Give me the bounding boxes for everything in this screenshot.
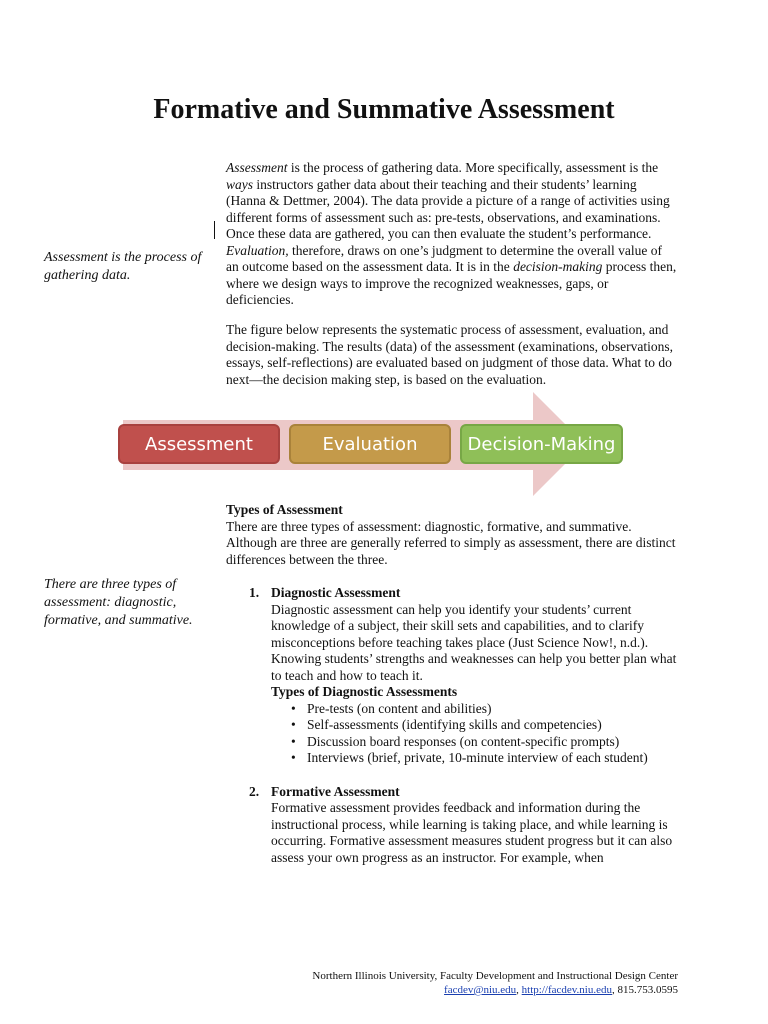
types-list (226, 585, 678, 866)
intro-text-b: instructors gather data about their teaching and their students’ learning (Hanna & Dettmer, 2004). The data provide a picture of a range of activities using different forms of assessment such as: pre-tests, observations, and examinations. Once these data are gathered, you can then evaluate the student’s performance. (226, 176, 670, 241)
types-section (226, 502, 678, 866)
intro-text-d: process then, where we design ways to improve the recognized weaknesses, gaps, or deficiencies. (226, 259, 677, 307)
intro-text-c: therefore, draws on one’s judgment to determine the overall value of an outcome based on the assessment data. It is in the (226, 242, 662, 274)
footer-phone: 815.753.0595 (617, 984, 678, 996)
intro-text-a: is the process of gathering data. More specifically, assessment is the (287, 160, 659, 175)
step-evaluation: Evaluation (289, 424, 451, 464)
footer-url-link[interactable]: http://facdev.niu.edu (521, 984, 612, 996)
term-evaluation: Evaluation, (226, 242, 289, 258)
term-decision-making: decision-making (513, 259, 603, 274)
footer-separator: , (612, 984, 618, 996)
item-number: 1. (249, 585, 260, 600)
step-decision-making: Decision-Making (460, 424, 623, 464)
list-item: • Discussion board responses (on content-specific prompts) (271, 734, 678, 751)
footer-email-link[interactable]: facdev@niu.edu (444, 984, 517, 996)
item-text: Diagnostic assessment can help you identify your students’ current knowledge of a subject, their skill sets and capabilities, and to clarify misconceptions before teaching takes place (Just Science Now!, n.d.). Knowing students’ strengths and weaknesses can help you better plan what to teach and how to teach it. (271, 601, 677, 683)
types-intro: There are three types of assessment: diagnostic, formative, and summative. Although are three are generally referred to simply as assessment, there are distinct differences between the three. (226, 518, 676, 567)
footer-institution: Northern Illinois University, Faculty Development and Instructional Design Center (312, 970, 678, 982)
list-item: • Pre-tests (on content and abilities) (271, 701, 678, 718)
intro-paragraph (226, 160, 678, 309)
step-assessment: Assessment (118, 424, 280, 464)
process-diagram (115, 390, 635, 500)
item-text: Formative assessment provides feedback and information during the instructional process, while learning is taking place, and while learning is occurring. Formative assessment measures student progress but it can also assess your own progress as an instructor. For example, when (271, 800, 673, 865)
term-ways: ways (226, 176, 253, 192)
footer-separator: , (516, 984, 522, 996)
text-cursor (214, 221, 215, 239)
page-footer (312, 969, 678, 997)
list-item-diagnostic (249, 585, 678, 767)
figure-description: The figure below represents the systematic process of assessment, evaluation, and decision-making. The results (data) of the assessment (examinations, observations, essays, self-reflections) are evaluated based on judgment of those data. What to do next—the decision making step, is based on the evaluation. (226, 322, 674, 387)
term-assessment: Assessment (226, 160, 288, 175)
page-title: Formative and Summative Assessment (153, 94, 615, 125)
types-heading: Types of Assessment (226, 502, 343, 517)
footer-contact (312, 983, 678, 997)
list-item: • Interviews (brief, private, 10-minute interview of each student) (271, 750, 678, 767)
diagnostic-bullets (271, 701, 678, 767)
item-subheading: Types of Diagnostic Assessments (271, 684, 458, 699)
item-title: Formative Assessment (271, 783, 400, 799)
list-item-formative (249, 783, 678, 867)
list-item: • Self-assessments (identifying skills and competencies) (271, 717, 678, 734)
sidenote-assessment: Assessment is the process of gathering data. (44, 250, 202, 283)
item-number: 2. (249, 783, 260, 799)
item-title: Diagnostic Assessment (271, 585, 401, 600)
sidenote-three-types: There are three types of assessment: diagnostic, formative, and summative. (44, 577, 193, 628)
